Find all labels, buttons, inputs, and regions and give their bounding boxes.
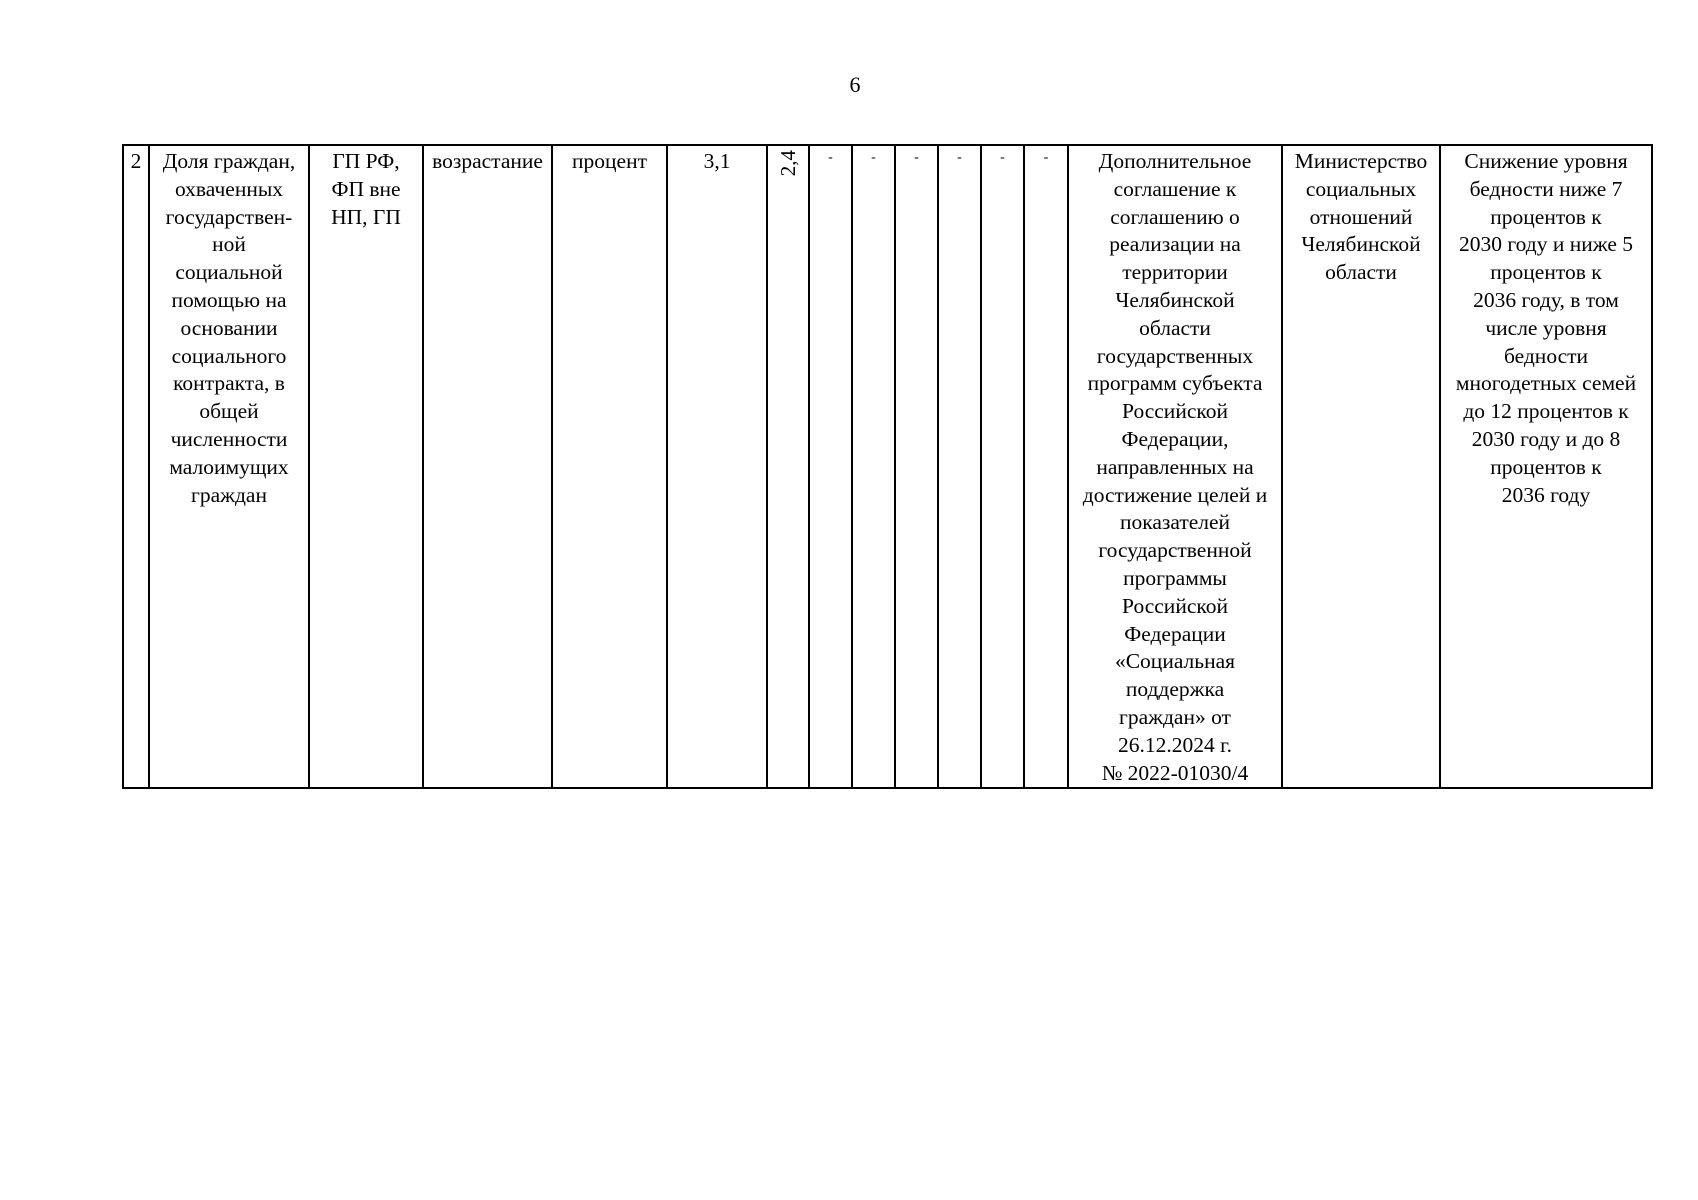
- yearly-value: -: [1043, 150, 1049, 165]
- row-number-cell: [123, 145, 149, 788]
- yearly-value: -: [914, 150, 919, 165]
- yearly-value: -: [828, 150, 833, 165]
- goal-link: Снижение уровня бедности ниже 7 процентов к 2030 году и ниже 5 процентов к 2036 году, в том числе уровня бедности многодетных семей до 12 процентов к 2030 году и до 8 процентов к 2036 году: [1455, 149, 1637, 507]
- unit-cell: [552, 145, 667, 788]
- responsible-body: Министерство социальных отношений Челябинской области: [1294, 149, 1428, 285]
- yearly-value-cell: [809, 145, 852, 788]
- value-2024: 2,4: [776, 150, 800, 177]
- responsible-cell: [1282, 145, 1440, 788]
- yearly-value-cell: [938, 145, 981, 788]
- indicator-name-cell: [149, 145, 309, 788]
- table-row: [123, 145, 1652, 788]
- yearly-value: -: [957, 150, 962, 165]
- source-document: Дополнительное соглашение к соглашению о реализации на территории Челябинской области государственных программ субъекта Российской Федерации, направленных на достижение целей и показателей государственной программы Российской Федерации «Социальная поддержка граждан» от 26.12.2024 г. № 2022-01030/4: [1082, 149, 1268, 785]
- indicator-name: Доля граждан, охваченных государствен- ной социальной помощью на основании социального контракта, в общей численности малоимущих граждан: [162, 149, 296, 507]
- yearly-value-cell: [895, 145, 938, 788]
- level-cell: [309, 145, 423, 788]
- indicator-trend: возрастание: [432, 149, 543, 173]
- page-number: 6: [849, 72, 861, 97]
- base-value-cell: [667, 145, 767, 788]
- goal-link-cell: [1440, 145, 1652, 788]
- yearly-value-cell: [852, 145, 895, 788]
- indicator-level: ГП РФ, ФП вне НП, ГП: [331, 149, 401, 229]
- yearly-value: -: [1000, 150, 1005, 165]
- yearly-value: -: [871, 150, 876, 165]
- value-2024-cell: [767, 145, 809, 788]
- yearly-value-cell: [981, 145, 1024, 788]
- document-cell: [1068, 145, 1282, 788]
- yearly-value-cell: [1024, 145, 1068, 788]
- indicator-table: [122, 144, 1653, 789]
- indicator-unit: процент: [572, 149, 647, 173]
- trend-cell: [423, 145, 552, 788]
- base-value: 3,1: [703, 149, 731, 173]
- row-number: 2: [130, 149, 142, 173]
